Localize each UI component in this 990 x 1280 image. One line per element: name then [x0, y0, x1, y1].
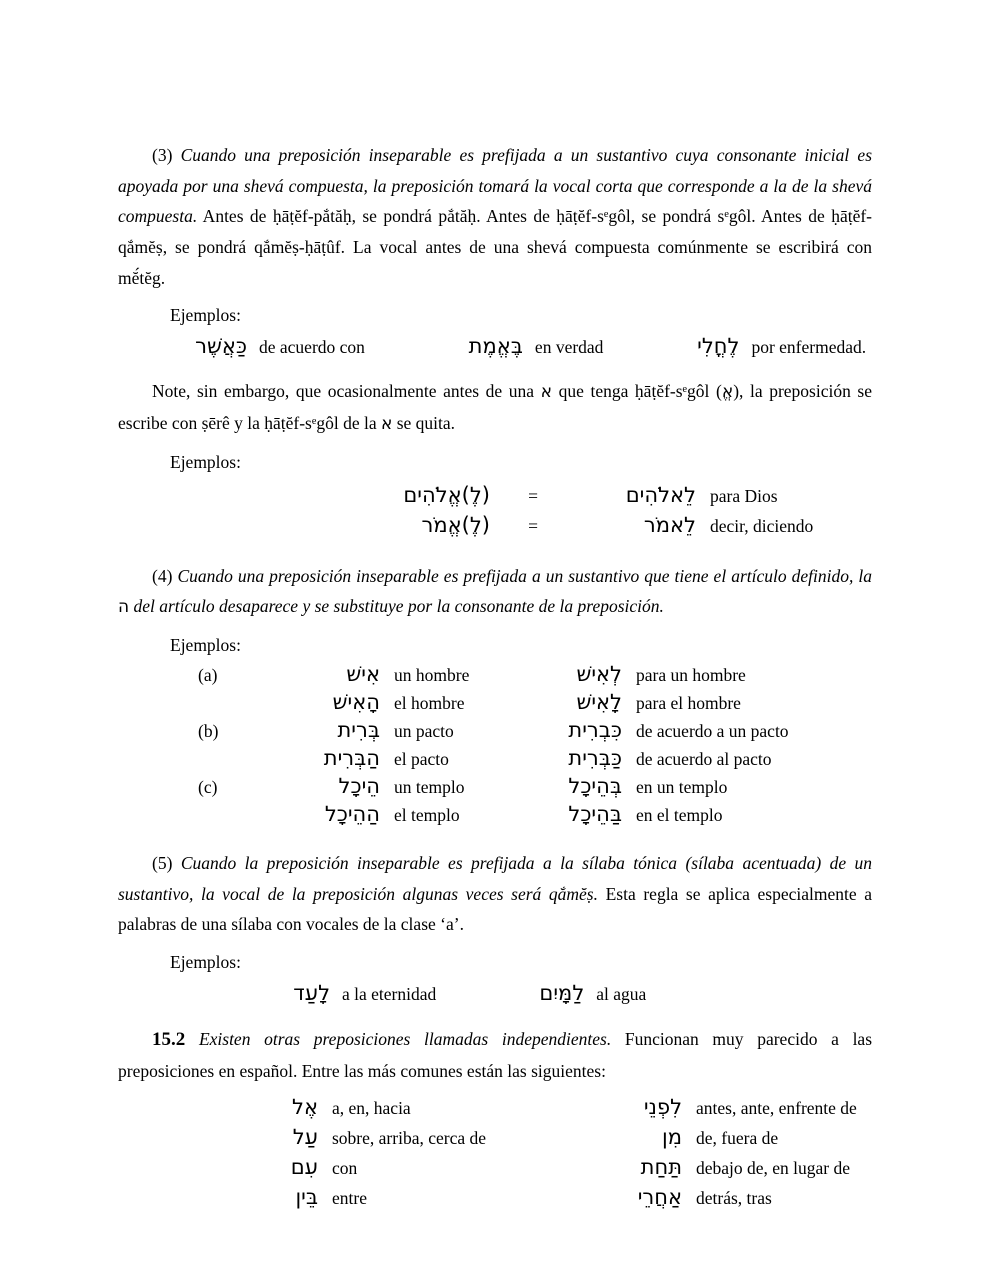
- hebrew-word-prefixed: בְּהֵיכָל: [568, 774, 622, 798]
- spacer: [118, 543, 872, 561]
- hebrew-word: כַּאֲשֶׁר: [195, 334, 247, 359]
- spacer: [118, 1005, 872, 1023]
- hebrew-form-parenthetical: (לֶ)אֱלֹהִים: [403, 482, 490, 507]
- paragraph-3-marker: (3): [152, 145, 173, 165]
- table-row: [198, 1185, 872, 1209]
- hebrew-word: לַמָּיִם: [539, 980, 585, 1005]
- gloss: el pacto: [394, 749, 449, 769]
- gloss: entre: [332, 1187, 367, 1208]
- paragraph-5-marker: (5): [152, 853, 173, 873]
- table-row: [198, 802, 872, 826]
- hebrew-word: הֵיכָל: [338, 774, 380, 798]
- paragraph-3-rest: Antes de ḥāṭĕf-pắtăḥ, se pondrá pắtăḥ. Antes de ḥāṭĕf-sᵉgôl, se pondrá sᵉgôl. Antes de ḥāṭĕf-qắmĕṣ, se pondrá qắmĕṣ-ḥāṭûf. La vocal antes de una shevá compuesta comúnmente se escribirá con mĕ́tĕg.: [118, 206, 872, 288]
- hebrew-word: הָאִישׁ: [332, 690, 380, 714]
- gloss: detrás, tras: [696, 1187, 772, 1208]
- item-label: (a): [198, 665, 218, 685]
- spacer: [118, 830, 872, 848]
- section-15-2: [118, 1023, 872, 1087]
- table-row: [198, 662, 872, 686]
- examples-row-3: [118, 334, 872, 358]
- gloss: antes, ante, enfrente de: [696, 1097, 857, 1118]
- gloss: por enfermedad.: [751, 337, 867, 358]
- gloss: de, fuera de: [696, 1127, 779, 1148]
- hebrew-word-prefixed: בַּהֵיכָל: [568, 802, 622, 826]
- section-rest: Funcionan muy parecido a las preposiciones en español. Entre las más comunes están las siguientes:: [118, 1028, 873, 1082]
- table-row: [198, 774, 872, 798]
- hebrew-preposition: אֶל: [292, 1094, 318, 1119]
- hebrew-letter-alef-hatef: אֱ: [721, 382, 734, 403]
- examples-label-note: Ejemplos:: [170, 451, 241, 472]
- hebrew-preposition: בֵּין: [295, 1184, 318, 1209]
- hebrew-letter-alef: א: [380, 413, 393, 434]
- gloss: con: [332, 1157, 358, 1178]
- hebrew-preposition: אַחֲרֵי: [637, 1184, 682, 1209]
- gloss: debajo de, en lugar de: [696, 1157, 851, 1178]
- spacer: [118, 358, 872, 376]
- gloss: para el hombre: [636, 693, 741, 713]
- hebrew-word-prefixed: לְאִישׁ: [576, 662, 622, 686]
- item-label: (c): [198, 777, 218, 797]
- table-row: [198, 1125, 872, 1149]
- paragraph-5: [118, 848, 872, 940]
- paragraph-4: [118, 561, 872, 623]
- hebrew-word: לָעַד: [293, 980, 330, 1005]
- hebrew-form-parenthetical: (לֶ)אֱמֹר: [421, 512, 490, 537]
- paragraph-3-rule: Cuando una preposición inseparable es prefijada a un sustantivo cuya consonante inicial es apoyada por una shevá compuesta, la preposición tomará la vocal corta que corresponde a la de la shevá compuesta.: [118, 145, 872, 227]
- section-number: 15.2: [152, 1028, 186, 1050]
- gloss: a, en, hacia: [332, 1097, 411, 1118]
- gloss: un hombre: [394, 665, 470, 685]
- paragraph-5-rest: Esta regla se aplica especialmente a palabras de una sílaba con vocales de la clase ‘a’.: [118, 883, 872, 935]
- gloss: de acuerdo a un pacto: [636, 721, 789, 741]
- alef-equivalence-table: [118, 483, 872, 537]
- paragraph-4-rule-b: del artículo desaparece y se substituye por la consonante de la preposición.: [129, 596, 664, 617]
- paragraph-4-rule-a: Cuando una preposición inseparable es prefijada a un sustantivo que tiene el artículo definido, la: [177, 565, 873, 586]
- hebrew-preposition: עַל: [292, 1124, 318, 1149]
- gloss: decir, diciendo: [710, 515, 814, 536]
- hebrew-preposition: לִפְנֵי: [643, 1094, 682, 1119]
- gloss: en el templo: [636, 805, 723, 825]
- gloss: sobre, arriba, cerca de: [332, 1127, 486, 1148]
- equals-sign: =: [528, 515, 538, 536]
- note-text-mid: que tenga ḥāṭĕf-sᵉgôl (: [552, 381, 722, 402]
- table-row: [198, 718, 872, 742]
- hebrew-word-prefixed: כִּבְרִית: [568, 718, 622, 742]
- gloss: a la eternidad: [342, 983, 437, 1004]
- hebrew-form-result: לֵאמֹר: [643, 512, 696, 537]
- paragraph-3: [118, 140, 872, 293]
- hebrew-letter-alef: א: [540, 382, 553, 403]
- gloss: el templo: [394, 805, 460, 825]
- gloss: para Dios: [710, 485, 778, 506]
- gloss: en un templo: [636, 777, 728, 797]
- note-text-before: Note, sin embargo, que ocasionalmente antes de una: [152, 381, 541, 402]
- gloss: al agua: [596, 983, 647, 1004]
- table-row: [198, 690, 872, 714]
- hebrew-word: בֶּאֱמֶת: [468, 334, 523, 359]
- hebrew-preposition: עִם: [290, 1154, 318, 1179]
- examples-label-5: Ejemplos:: [170, 951, 241, 972]
- gloss: para un hombre: [636, 665, 746, 685]
- equals-sign: =: [528, 485, 538, 506]
- example-pair-3: [665, 334, 866, 358]
- examples-label-3: Ejemplos:: [170, 305, 241, 326]
- note-text-end: se quita.: [392, 412, 456, 433]
- examples-row-5: [118, 981, 872, 1005]
- item-label: (b): [198, 721, 219, 741]
- independent-prepositions-table: [118, 1095, 872, 1209]
- table-row: [358, 513, 872, 537]
- gloss: de acuerdo al pacto: [636, 749, 772, 769]
- hebrew-word-prefixed: כַּבְּרִית: [568, 746, 622, 770]
- table-row: [198, 746, 872, 770]
- hebrew-form-result: לֵאלֹהִים: [625, 482, 696, 507]
- note-text-mid2: ), la preposición se escribe con ṣērê y la ḥāṭĕf-sᵉgôl de la: [118, 381, 873, 433]
- gloss: un templo: [394, 777, 465, 797]
- hebrew-word: הַהֵיכָל: [324, 802, 380, 826]
- table-row: [198, 1095, 872, 1119]
- hebrew-preposition: מִן: [662, 1124, 682, 1149]
- hebrew-letter-he: ה: [118, 597, 130, 618]
- hebrew-word: הַבְּרִית: [323, 746, 380, 770]
- table-row: [358, 483, 872, 507]
- hebrew-word: בְּרִית: [337, 718, 380, 742]
- gloss: un pacto: [394, 721, 454, 741]
- gloss: de acuerdo con: [259, 337, 365, 358]
- note-paragraph: [118, 376, 872, 440]
- section-lead: Existen otras preposiciones llamadas independientes.: [198, 1028, 612, 1049]
- table-row: [198, 1155, 872, 1179]
- example-pair-1: [173, 334, 365, 358]
- gloss: el hombre: [394, 693, 465, 713]
- gloss: en verdad: [534, 337, 604, 358]
- hebrew-word: אִישׁ: [346, 662, 380, 686]
- hebrew-word: לֶחֳלִי: [697, 334, 740, 359]
- hebrew-preposition: תַּחַת: [640, 1154, 682, 1179]
- paragraph-4-examples-table: [118, 662, 872, 826]
- paragraph-5-rule: Cuando la preposición inseparable es prefijada a la sílaba tónica (sílaba acentuada) de un sustantivo, la vocal de la preposición algunas veces será qắmĕṣ.: [118, 853, 872, 904]
- example-pair-2: [449, 334, 604, 358]
- hebrew-word-prefixed: לָאִישׁ: [576, 690, 622, 714]
- examples-label-4: Ejemplos:: [170, 635, 241, 655]
- paragraph-4-marker: (4): [152, 565, 173, 586]
